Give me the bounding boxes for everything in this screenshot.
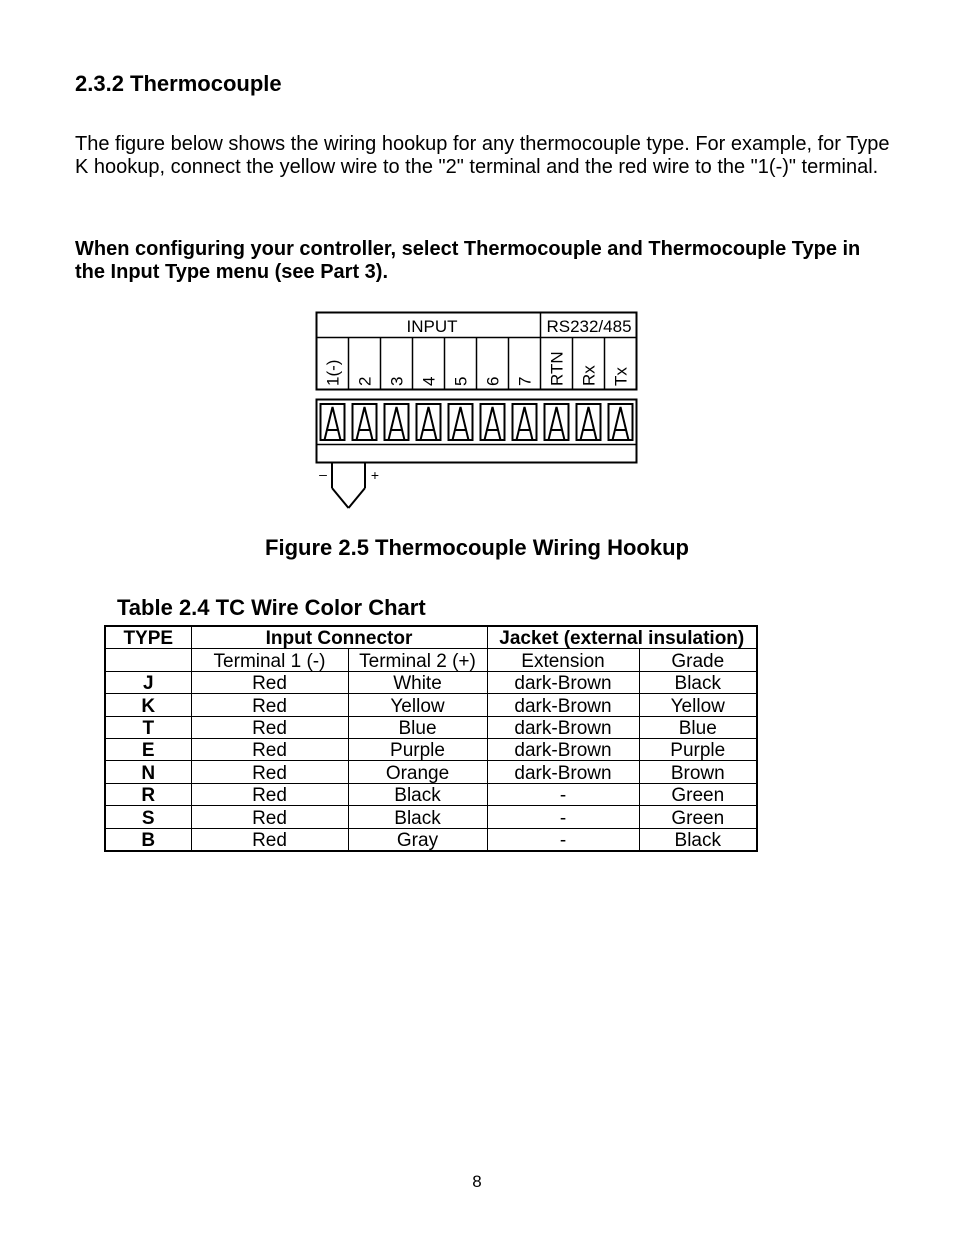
table-row bbox=[105, 783, 757, 805]
terminal-label: 7 bbox=[515, 376, 535, 386]
wiring-diagram bbox=[300, 308, 650, 518]
terminal-screw bbox=[321, 404, 345, 440]
cell-type: S bbox=[105, 806, 191, 828]
terminal-screw bbox=[385, 404, 409, 440]
cell-type: N bbox=[105, 761, 191, 783]
cell-t2: Black bbox=[348, 806, 487, 828]
table-row bbox=[105, 828, 757, 851]
cell-t2: Purple bbox=[348, 738, 487, 760]
subheader-empty bbox=[105, 649, 191, 671]
tc-wire-color-table bbox=[104, 625, 758, 852]
cell-t1: Red bbox=[191, 671, 348, 693]
cell-type: K bbox=[105, 694, 191, 716]
table-row bbox=[105, 761, 757, 783]
cell-t2: Black bbox=[348, 783, 487, 805]
table-subheader-row bbox=[105, 649, 757, 671]
terminal-screw bbox=[577, 404, 601, 440]
cell-t1: Red bbox=[191, 694, 348, 716]
cell-type: J bbox=[105, 671, 191, 693]
terminal-label: 4 bbox=[419, 376, 439, 386]
minus-sign: – bbox=[319, 466, 327, 482]
comm-group-label: RS232/485 bbox=[546, 317, 632, 336]
terminal-screw bbox=[449, 404, 473, 440]
cell-extension: dark-Brown bbox=[487, 716, 639, 738]
cell-type: T bbox=[105, 716, 191, 738]
terminal-label: 3 bbox=[387, 376, 407, 386]
terminal-screw bbox=[481, 404, 505, 440]
cell-t2: Orange bbox=[348, 761, 487, 783]
cell-t1: Red bbox=[191, 716, 348, 738]
cell-grade: Black bbox=[639, 828, 757, 851]
table-row bbox=[105, 694, 757, 716]
cell-extension: dark-Brown bbox=[487, 694, 639, 716]
cell-t1: Red bbox=[191, 828, 348, 851]
configuration-note: When configuring your controller, select Thermocouple and Thermocouple Type in the Input Type menu (see Part 3). bbox=[75, 238, 861, 283]
terminal-screw bbox=[353, 404, 377, 440]
cell-extension: - bbox=[487, 783, 639, 805]
cell-grade: Green bbox=[639, 806, 757, 828]
cell-extension: - bbox=[487, 806, 639, 828]
grade-header: Grade bbox=[639, 649, 757, 671]
cell-extension: dark-Brown bbox=[487, 761, 639, 783]
cell-t2: Yellow bbox=[348, 694, 487, 716]
terminal-label: Tx bbox=[611, 367, 631, 386]
input-group-label: INPUT bbox=[406, 317, 458, 336]
plus-sign: + bbox=[370, 467, 380, 483]
table-header-row bbox=[105, 626, 757, 649]
terminal-screw bbox=[417, 404, 441, 440]
terminal-label: RTN bbox=[547, 351, 567, 386]
jacket-header: Jacket (external insulation) bbox=[487, 626, 757, 649]
cell-t1: Red bbox=[191, 761, 348, 783]
figure-caption: Figure 2.5 Thermocouple Wiring Hookup bbox=[265, 535, 689, 560]
cell-grade: Blue bbox=[639, 716, 757, 738]
page-number: 8 bbox=[472, 1172, 482, 1191]
cell-extension: dark-Brown bbox=[487, 738, 639, 760]
terminal-label: 1(-) bbox=[323, 359, 343, 386]
cell-t2: White bbox=[348, 671, 487, 693]
cell-t2: Gray bbox=[348, 828, 487, 851]
cell-t1: Red bbox=[191, 738, 348, 760]
cell-t1: Red bbox=[191, 806, 348, 828]
input-connector-header: Input Connector bbox=[191, 626, 487, 649]
cell-extension: - bbox=[487, 828, 639, 851]
terminal-screw bbox=[545, 404, 569, 440]
table-title: Table 2.4 TC Wire Color Chart bbox=[117, 595, 426, 620]
terminal-label: 6 bbox=[483, 376, 503, 386]
terminal-label: 2 bbox=[355, 376, 375, 386]
table-row bbox=[105, 716, 757, 738]
terminal-label: Rx bbox=[579, 365, 599, 386]
terminal-screw bbox=[609, 404, 633, 440]
cell-grade: Green bbox=[639, 783, 757, 805]
cell-type: B bbox=[105, 828, 191, 851]
cell-grade: Purple bbox=[639, 738, 757, 760]
terminal-screw bbox=[513, 404, 537, 440]
cell-t1: Red bbox=[191, 783, 348, 805]
cell-t2: Blue bbox=[348, 716, 487, 738]
terminal-1-header: Terminal 1 (-) bbox=[191, 649, 348, 671]
cell-type: R bbox=[105, 783, 191, 805]
intro-paragraph: The figure below shows the wiring hookup for any thermocouple type. For example, for Type K hookup, connect the yellow wire to the "2" terminal and the red wire to the "1(-)" terminal. bbox=[75, 133, 890, 178]
terminal-label: 5 bbox=[451, 376, 471, 386]
cell-grade: Yellow bbox=[639, 694, 757, 716]
table-row bbox=[105, 806, 757, 828]
table-row bbox=[105, 671, 757, 693]
terminal-2-header: Terminal 2 (+) bbox=[348, 649, 487, 671]
extension-header: Extension bbox=[487, 649, 639, 671]
cell-grade: Brown bbox=[639, 761, 757, 783]
cell-type: E bbox=[105, 738, 191, 760]
section-heading: 2.3.2 Thermocouple bbox=[75, 71, 282, 96]
cell-extension: dark-Brown bbox=[487, 671, 639, 693]
type-header: TYPE bbox=[105, 626, 191, 649]
cell-grade: Black bbox=[639, 671, 757, 693]
table-row bbox=[105, 738, 757, 760]
